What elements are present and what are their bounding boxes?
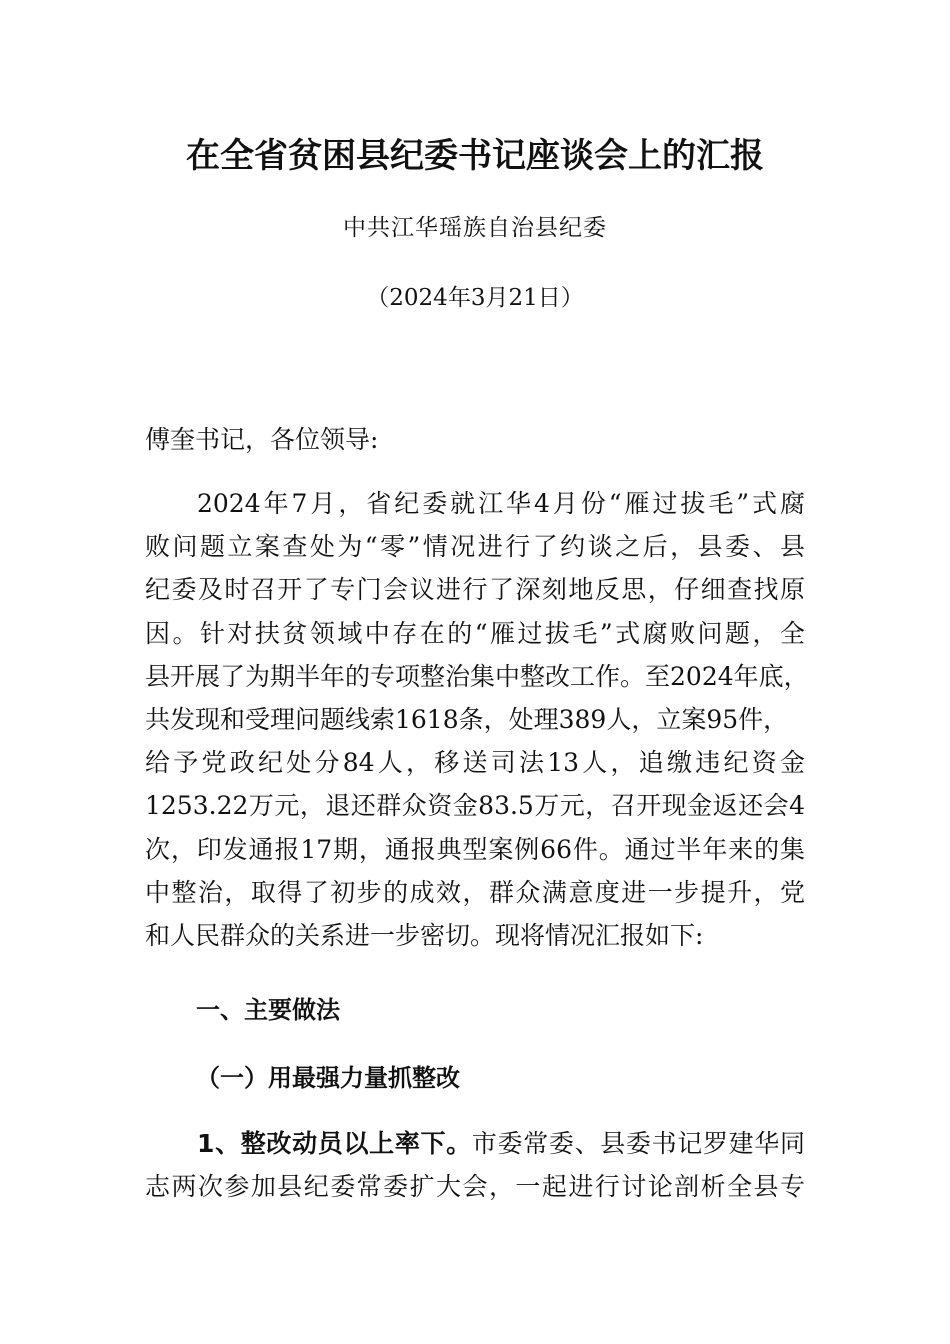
paragraph-1 xyxy=(145,482,809,957)
paragraph-line: 因。针对扶贫领域中存在的“雁过拔毛”式腐败问题，全 xyxy=(145,618,805,648)
paragraph-line: 志两次参加县纪委常委扩大会，一起进行讨论剖析全县专 xyxy=(145,1172,805,1202)
paragraph-line: 县开展了为期半年的专项整治集中整改工作。至2024年底， xyxy=(145,661,809,691)
section-heading: 一、主要做法 xyxy=(196,996,340,1024)
paragraph-line: 1253.22万元，退还群众资金83.5万元，召开现金返还会4 xyxy=(145,791,805,821)
paragraph-line: 2024年7月，省纪委就江华4月份“雁过拔毛”式腐 xyxy=(197,489,805,518)
paragraph-line: 给予党政纪处分84人，移送司法13人，追缴违纪资金 xyxy=(145,748,805,778)
subsection-heading: （一）用最强力量抓整改 xyxy=(196,1064,460,1092)
paragraph-2 xyxy=(145,1122,805,1208)
paragraph-line: 败问题立案查处为“零”情况进行了约谈之后，县委、县 xyxy=(145,532,805,562)
paragraph-line: 和人民群众的关系进一步密切。现将情况汇报如下: xyxy=(145,920,704,950)
paragraph-line: 共发现和受理问题线索1618条，处理389人，立案95件， xyxy=(145,704,789,734)
document-date: （2024年3月21日） xyxy=(366,285,584,311)
document-author: 中共江华瑶族自治县纪委 xyxy=(343,215,607,241)
paragraph-text: 市委常委、县委书记罗建华同 xyxy=(471,1129,805,1158)
document-title: 在全省贫困县纪委书记座谈会上的汇报 xyxy=(186,136,764,176)
paragraph-line: 纪委及时召开了专门会议进行了深刻地反思，仔细查找原 xyxy=(145,575,805,605)
paragraph-lead: 1、整改动员以上率下。 xyxy=(197,1129,472,1158)
paragraph-line xyxy=(145,1122,805,1165)
paragraph-line: 次，印发通报17期，通报典型案例66件。通过半年来的集 xyxy=(145,834,805,864)
greeting: 傅奎书记，各位领导: xyxy=(145,425,379,454)
paragraph-line: 中整治，取得了初步的成效，群众满意度进一步提升，党 xyxy=(145,877,805,907)
